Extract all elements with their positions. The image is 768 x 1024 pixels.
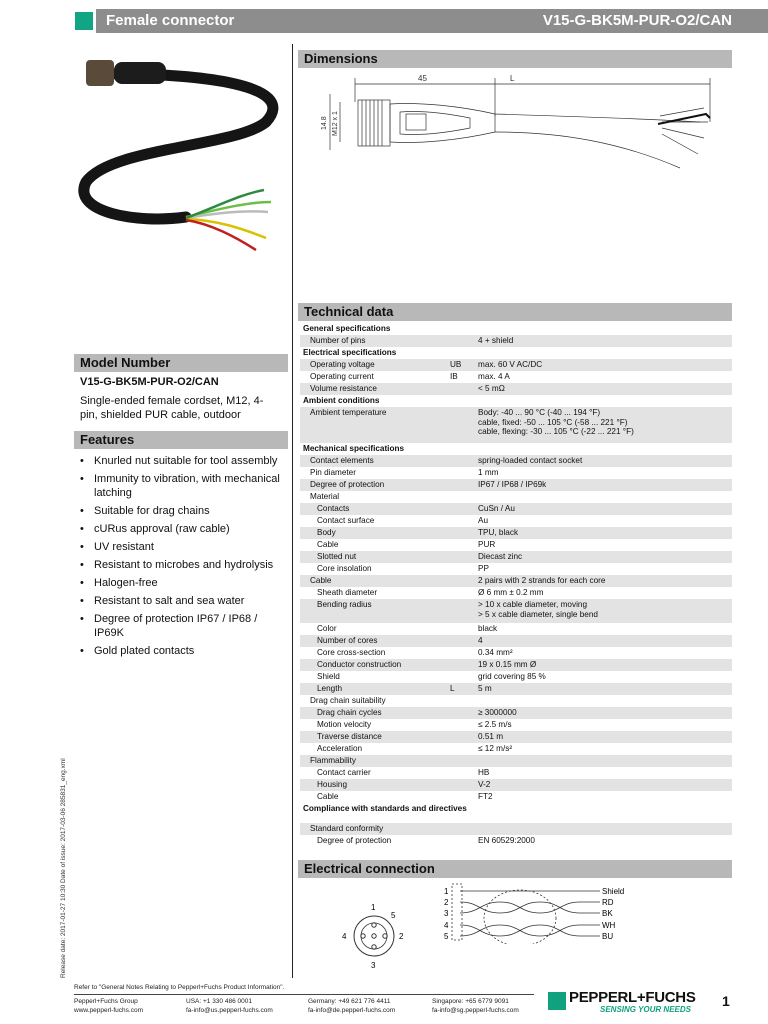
tech-row: Core insolation PP (317, 564, 489, 573)
dim-thread: M12 x 1 (332, 111, 339, 136)
model-number-heading: Model Number (74, 354, 288, 372)
technical-data-heading: Technical data (298, 303, 732, 321)
tech-row: Volume resistance < 5 mΩ (300, 383, 732, 395)
tech-row: Sheath diameter Ø 6 mm ± 0.2 mm (317, 588, 544, 597)
tech-row: Cable 2 pairs with 2 strands for each core (300, 575, 732, 587)
model-description: Single-ended female cordset, M12, 4-pin, shielded PUR cable, outdoor (80, 395, 264, 421)
feature-item: • Gold plated contacts (78, 644, 290, 658)
tech-row: Housing V-2 (300, 779, 732, 791)
tech-row: Ambient temperature Body: -40 ... 90 °C (-40 ... 194 °F) cable, fixed: -50 ... 105 °C (-58 ... 221 °F) cable, flexing: -30 ... 105 °C (-22 ... 221 °F) (300, 407, 732, 443)
tech-row: Conductor construction 19 x 0.15 mm Ø (300, 659, 732, 671)
company-logo: PEPPERL+FUCHS (569, 989, 696, 1006)
product-photo (76, 52, 286, 262)
electrical-connection-heading: Electrical connection (298, 860, 732, 878)
header-square-icon (72, 9, 96, 33)
feature-item: • Knurled nut suitable for tool assembly (78, 454, 290, 468)
dim-diameter: 14.8 (321, 116, 328, 130)
dimensions-heading: Dimensions (298, 50, 732, 68)
tech-row: Pin diameter 1 mm (310, 468, 499, 477)
tech-row: Cable FT2 (317, 792, 493, 801)
feature-item: • Resistant to salt and sea water (78, 594, 290, 608)
footer-germany: Germany: +49 621 776 4411 fa-info@de.pepperl-fuchs.com (308, 998, 396, 1014)
model-name: V15-G-BK5M-PUR-O2/CAN (80, 376, 219, 388)
tech-row: Drag chain cycles ≥ 3000000 (300, 707, 732, 719)
tech-row: Electrical specifications (303, 348, 397, 357)
tech-row: Contact carrier HB (317, 768, 490, 777)
features-list (78, 454, 290, 662)
tech-row: General specifications (303, 324, 391, 333)
footer-usa: USA: +1 330 486 0001 fa-info@us.pepperl-fuchs.com (186, 998, 273, 1014)
page-title: Female connector (106, 12, 235, 29)
footer-usa-mail[interactable]: fa-info@us.pepperl-fuchs.com (186, 1007, 273, 1014)
dimension-drawing (300, 72, 730, 184)
tech-row: Color black (317, 624, 498, 633)
tech-row: Drag chain suitability (310, 696, 386, 705)
features-heading: Features (74, 431, 288, 449)
tech-row: Material (310, 492, 340, 501)
pin-layout-diagram (336, 898, 416, 972)
tech-row: Shield grid covering 85 % (317, 672, 546, 681)
tech-row: Bending radius > 10 x cable diameter, moving > 5 x cable diameter, single bend (300, 599, 732, 623)
pin-5-label: 5 (391, 911, 396, 920)
company-slogan: SENSING YOUR NEEDS (600, 1005, 691, 1014)
wire-pin-1: 1 (444, 887, 449, 896)
feature-item: • Halogen-free (78, 576, 290, 590)
footer-germany-mail[interactable]: fa-info@de.pepperl-fuchs.com (308, 1007, 396, 1014)
tech-row: Ambient conditions (303, 396, 380, 405)
wire-pin-4: 4 (444, 921, 449, 930)
technical-data-table (300, 323, 732, 847)
tech-row: Contact surface Au (317, 516, 489, 525)
footer-company: Pepperl+Fuchs Group www.pepperl-fuchs.com (74, 998, 143, 1014)
footer-web-link[interactable]: www.pepperl-fuchs.com (74, 1007, 143, 1014)
wire-pin-3: 3 (444, 909, 449, 918)
tech-row: Compliance with standards and directives (303, 804, 467, 813)
pin-1-label: 1 (371, 903, 376, 912)
footer-note: Refer to "General Notes Relating to Pepperl+Fuchs Product Information". (74, 984, 285, 991)
wire-rd-label: RD (602, 898, 614, 907)
wire-pin-2: 2 (444, 898, 449, 907)
pin-3-label: 3 (371, 961, 376, 970)
feature-item: • Degree of protection IP67 / IP68 / IP69K (78, 612, 290, 640)
pin-4-label: 4 (342, 932, 347, 941)
tech-row: Flammability (300, 755, 732, 767)
feature-item: • UV resistant (78, 540, 290, 554)
pf-logo-icon (548, 992, 566, 1010)
dim-45: 45 (418, 74, 427, 83)
release-info: Release date: 2017-01-27 10:30 Date of issue: 2017-03-06 285831_eng.xml (60, 758, 67, 978)
tech-row: Cable PUR (317, 540, 496, 549)
footer-divider (74, 994, 534, 995)
page-number: 1 (722, 993, 730, 1009)
tech-row: Body TPU, black (300, 527, 732, 539)
footer-singapore-mail[interactable]: fa-info@sg.pepperl-fuchs.com (432, 1007, 519, 1014)
wiring-diagram (440, 882, 640, 944)
column-divider (292, 44, 293, 978)
tech-row: Contact elements spring-loaded contact socket (300, 455, 732, 467)
tech-row: Operating current IB max. 4 A (310, 372, 510, 381)
wire-bu-label: BU (602, 932, 614, 941)
feature-item: • Resistant to microbes and hydrolysis (78, 558, 290, 572)
tech-row: Slotted nut Diecast zinc (300, 551, 732, 563)
tech-row: Contacts CuSn / Au (300, 503, 732, 515)
dim-l: L (510, 74, 515, 83)
feature-item: • cURus approval (raw cable) (78, 522, 290, 536)
tech-row: Number of pins 4 + shield (300, 335, 732, 347)
tech-row: Motion velocity ≤ 2.5 m/s (317, 720, 512, 729)
tech-row: Standard conformity (300, 823, 732, 835)
tech-row: Traverse distance 0.51 m (300, 731, 732, 743)
tech-row: Acceleration ≤ 12 m/s² (317, 744, 513, 753)
tech-row: Degree of protection EN 60529:2000 (317, 836, 535, 845)
wire-bk-label: BK (602, 909, 613, 918)
tech-row: Length L 5 m (300, 683, 732, 695)
wire-pin-5: 5 (444, 932, 449, 941)
feature-item: • Suitable for drag chains (78, 504, 290, 518)
tech-row: Degree of protection IP67 / IP68 / IP69k (300, 479, 732, 491)
tech-row: Number of cores 4 (300, 635, 732, 647)
header-model: V15-G-BK5M-PUR-O2/CAN (542, 12, 732, 29)
footer-singapore: Singapore: +65 6779 9091 fa-info@sg.pepperl-fuchs.com (432, 998, 519, 1014)
tech-row: Mechanical specifications (303, 444, 405, 453)
feature-item: • Immunity to vibration, with mechanical latching (78, 472, 290, 500)
tech-row: Core cross-section 0.34 mm² (317, 648, 513, 657)
pin-2-label: 2 (399, 932, 404, 941)
tech-row: Operating voltage UB max. 60 V AC/DC (300, 359, 732, 371)
wire-shield-label: Shield (602, 887, 625, 896)
wire-wh-label: WH (602, 921, 616, 930)
header-bar (72, 9, 768, 33)
